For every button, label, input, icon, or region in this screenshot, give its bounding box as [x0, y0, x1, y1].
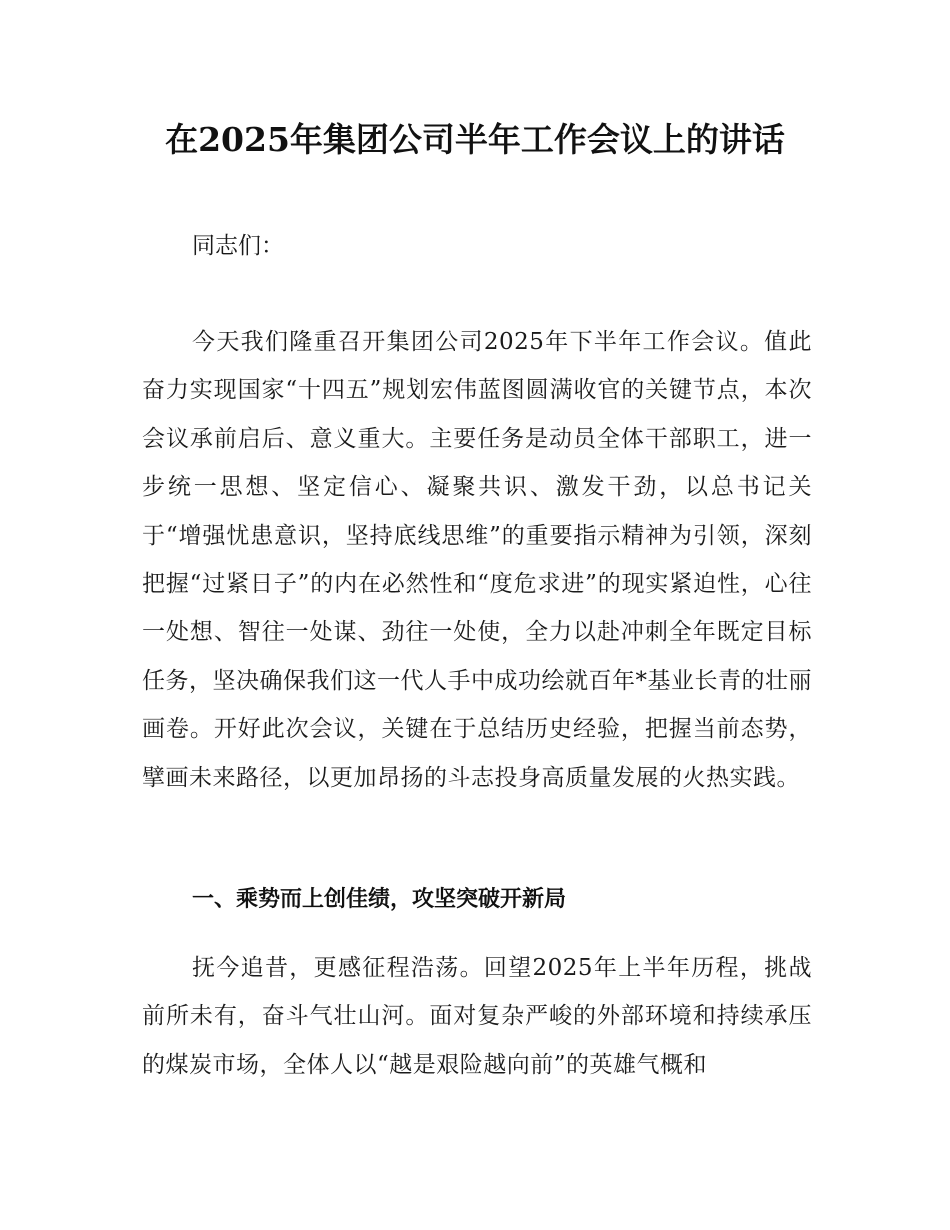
section-paragraph-1: 抚今追昔，更感征程浩荡。回望2025年上半年历程，挑战前所未有，奋斗气壮山河。面对复杂严峻的外部环境和持续承压的煤炭市场，全体人以“越是艰险越向前”的英雄气概和: [142, 955, 812, 1078]
document-title: 在2025年集团公司半年工作会议上的讲话: [165, 120, 785, 159]
salutation: 同志们：: [192, 233, 284, 259]
body-paragraph-1: 今天我们隆重召开集团公司2025年下半年工作会议。值此奋力实现国家“十四五”规划宏伟蓝图圆满收官的关键节点，本次会议承前启后、意义重大。主要任务是动员全体干部职工，进一步统一思想、坚定信心、凝聚共识、激发干劲，以总书记关于“增强忧患意识，坚持底线思维”的重要指示精神为引领，深刻把握“过紧日子”的内在必然性和“度危求进”的现实紧迫性，心往一处想、智往一处谋、劲往一处使，全力以赴冲刺全年既定目标任务，坚决确保我们这一代人手中成功绘就百年*基业长青的壮丽画卷。开好此次会议，关键在于总结历史经验，把握当前态势，擘画未来路径，以更加昂扬的斗志投身高质量发展的火热实践。: [142, 329, 812, 791]
section-heading-1: 一、乘势而上创佳绩，攻坚突破开新局: [192, 887, 567, 912]
